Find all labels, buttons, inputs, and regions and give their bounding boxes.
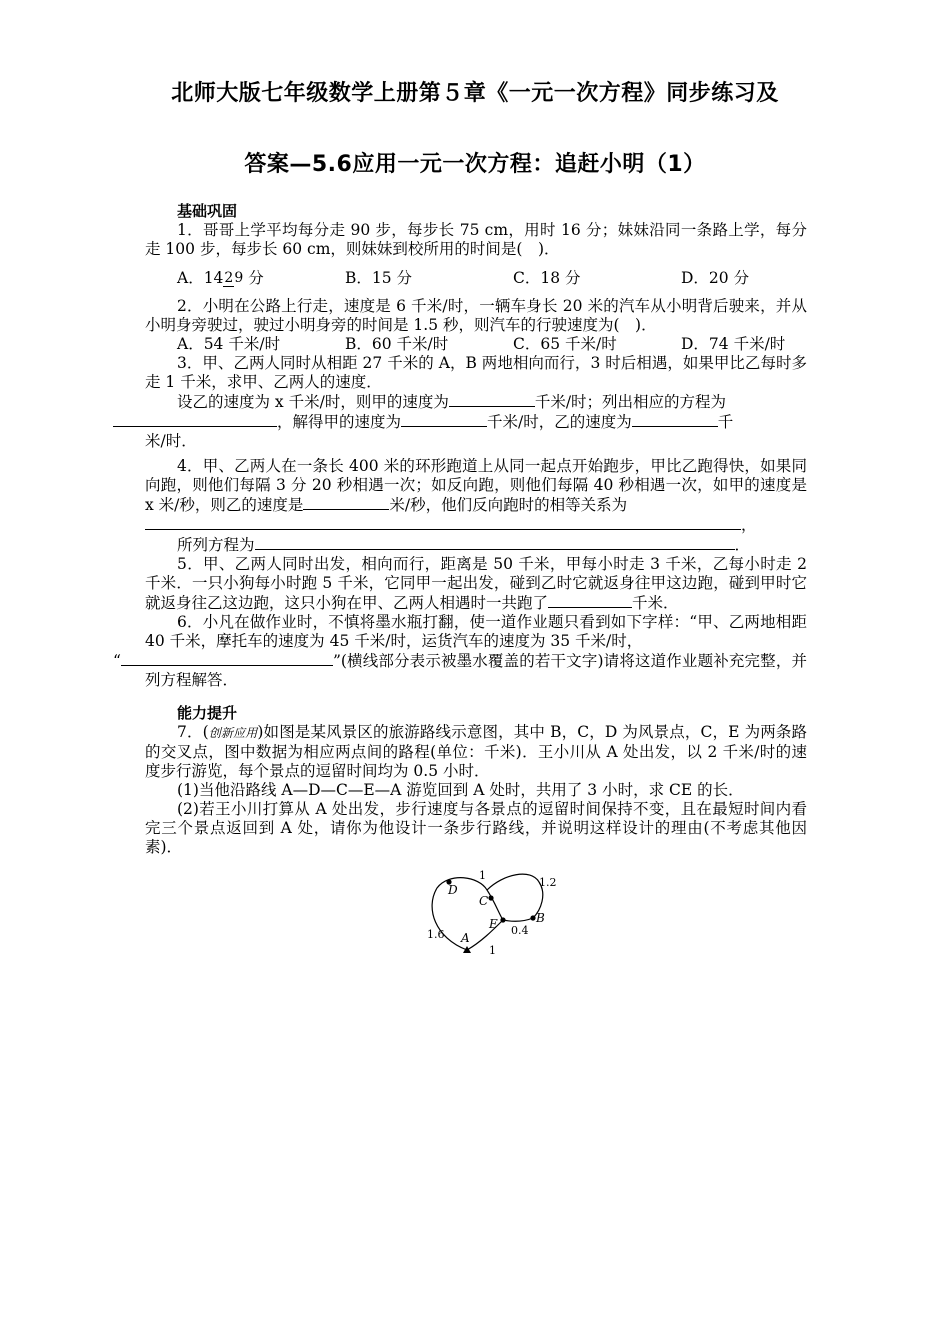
answer-blank[interactable]: [113, 412, 277, 427]
option-c: C．65 千米/时: [513, 335, 617, 353]
label-a: A: [461, 931, 470, 945]
q4-text-3: ，: [741, 516, 757, 534]
page-title-line2: 答案—5.6应用一元一次方程：追赶小明（1）: [244, 152, 706, 177]
question-7-part-1: (1)当他沿路线 A—D—C—E—A 游览回到 A 处时，共用了 3 小时，求 CE 的长．: [177, 781, 744, 799]
point-c: [488, 895, 493, 900]
answer-blank[interactable]: [632, 412, 718, 427]
option-b: B．15 分: [345, 268, 413, 287]
question-3: 3．甲、乙两人同时从相距 27 千米的 A，B 两地相向而行，3 时后相遇，如果甲比乙每时多走 1 千米，求甲、乙两人的速度．: [145, 354, 807, 391]
q3-text-5: 千: [717, 413, 734, 431]
question-1: 1．哥哥上学平均每分走 90 步，每步长 75 cm，用时 16 分；妹妹沿同一条路上学，每分走 100 步，每步长 60 cm，则妹妹到校所用的时间是( )．: [145, 221, 807, 258]
q7-text: )如图是某风景区的旅游路线示意图，其中 B，C，D 为风景点，C，E 为两条路的交叉点，图中数据为相应两点间的路程(单位：千米)．王小川从 A 处出发，以 2 千米/时的速度步行游览，每个景点的逗留时间均为 0.5 小时．: [145, 723, 807, 780]
q3-text-4: 千米/时，乙的速度为: [487, 413, 632, 431]
question-2-options: [145, 335, 807, 354]
question-5: [145, 555, 807, 613]
q5-text-1: 5．甲、乙两人同时出发，相向而行，距离是 50 千米，甲每小时走 3 千米，乙每小时走 2 千米．一只小狗每小时跑 5 千米，它同甲一起出发，碰到乙时它就返身往甲这边跑，碰到甲时它就返身往乙这边跑，这只小狗在甲、乙两人相遇时一共跑了: [145, 555, 807, 612]
q3-text-2: 千米/时；列出相应的方程为: [534, 393, 727, 411]
answer-blank[interactable]: [401, 412, 487, 427]
q7-lead: 7．(: [177, 723, 209, 741]
option-a-unit: 分: [248, 268, 264, 287]
option-a-fraction: [223, 270, 243, 287]
question-4-line: [145, 515, 807, 535]
option-d: D．20 分: [681, 268, 750, 287]
distance-a-e: 1: [489, 944, 496, 957]
option-c: C．18 分: [513, 268, 581, 287]
answer-blank[interactable]: [303, 495, 389, 510]
worksheet-body: [113, 202, 807, 857]
label-d: D: [448, 883, 458, 897]
question-4-equation: [145, 535, 807, 555]
distance-e-b: 0.4: [511, 924, 529, 937]
question-6: [113, 613, 807, 690]
page-title-line1: 北师大版七年级数学上册第５章《一元一次方程》同步练习及: [171, 81, 779, 106]
q3-text-3: ，解得甲的速度为: [277, 413, 402, 431]
label-b: B: [536, 911, 545, 925]
q4-text-4: 所列方程为: [177, 536, 255, 554]
answer-blank[interactable]: [449, 392, 535, 407]
question-3-tail: 米/时．: [145, 432, 197, 450]
q4-text-1: 4．甲、乙两人在一条长 400 米的环形跑道上从同一起点开始跑步，甲比乙跑得快，如果同向跑，则他们每隔 3 分 20 秒相遇一次；如反向跑，则他们每隔 40 秒相遇一次，如甲的速度是 x 米/秒，则乙的速度是: [145, 457, 807, 514]
question-7: [145, 723, 807, 781]
question-1-options: [145, 259, 807, 297]
option-a-label: A．14: [177, 268, 224, 287]
fraction-denominator: 9: [234, 270, 244, 286]
q4-text-2: 米/秒，他们反向跑时的相等关系为: [389, 496, 628, 514]
route-c-b-e: [487, 874, 543, 921]
option-b: B．60 千米/时: [345, 335, 449, 353]
section-heading-advanced: 能力提升: [177, 704, 238, 722]
option-a: [177, 269, 345, 288]
q4-text-5: ．: [734, 536, 751, 554]
option-a: A．54 千米/时: [177, 335, 281, 353]
label-c: C: [479, 894, 489, 908]
option-d: D．74 千米/时: [681, 335, 786, 353]
question-7-part-2: (2)若王小川打算从 A 处出发，步行速度与各景点的逗留时间保持不变，且在最短时间内看完三个景点返回到 A 处，请你为他设计一条步行路线，并说明这样设计的理由(不考虑其他因素)．: [145, 800, 807, 856]
distance-d-c: 1: [479, 869, 486, 882]
question-4: [145, 457, 807, 515]
distance-a-d: 1.6: [427, 928, 445, 941]
q6-text-1: 6．小凡在做作业时，不慎将墨水瓶打翻，使一道作业题只看到如下字样：“甲、乙两地相距 40 千米，摩托车的速度为 45 千米/时，运货汽车的速度为 35 千米/时，: [145, 613, 807, 650]
q6-text-3: ”(横线部分表示被墨水覆盖的若干文字)请将这道作业题补充完整，并列方程解答．: [145, 652, 807, 689]
q3-text-1: 设乙的速度为 x 千米/时，则甲的速度为: [177, 393, 449, 411]
question-3-fill: [145, 392, 807, 432]
point-b: [530, 915, 535, 920]
route-diagram: [415, 868, 575, 958]
q6-open-quote: “: [113, 652, 121, 670]
label-e: E: [489, 917, 498, 931]
answer-blank[interactable]: [145, 515, 741, 530]
distance-c-b: 1.2: [539, 876, 557, 889]
section-heading-basic: 基础巩固: [177, 202, 238, 220]
answer-blank[interactable]: [255, 535, 735, 550]
question-2: 2．小明在公路上行走，速度是 6 千米/时，一辆车身长 20 米的汽车从小明背后驶来，并从小明身旁驶过，驶过小明身旁的时间是 1.5 秒，则汽车的行驶速度为( )．: [145, 297, 807, 334]
q7-tag: 创新应用: [208, 726, 258, 740]
point-e: [500, 917, 505, 922]
fraction-numerator: 2: [224, 270, 234, 286]
q5-text-2: 千米．: [632, 594, 679, 612]
answer-blank[interactable]: [548, 593, 632, 608]
answer-blank[interactable]: [121, 651, 333, 666]
